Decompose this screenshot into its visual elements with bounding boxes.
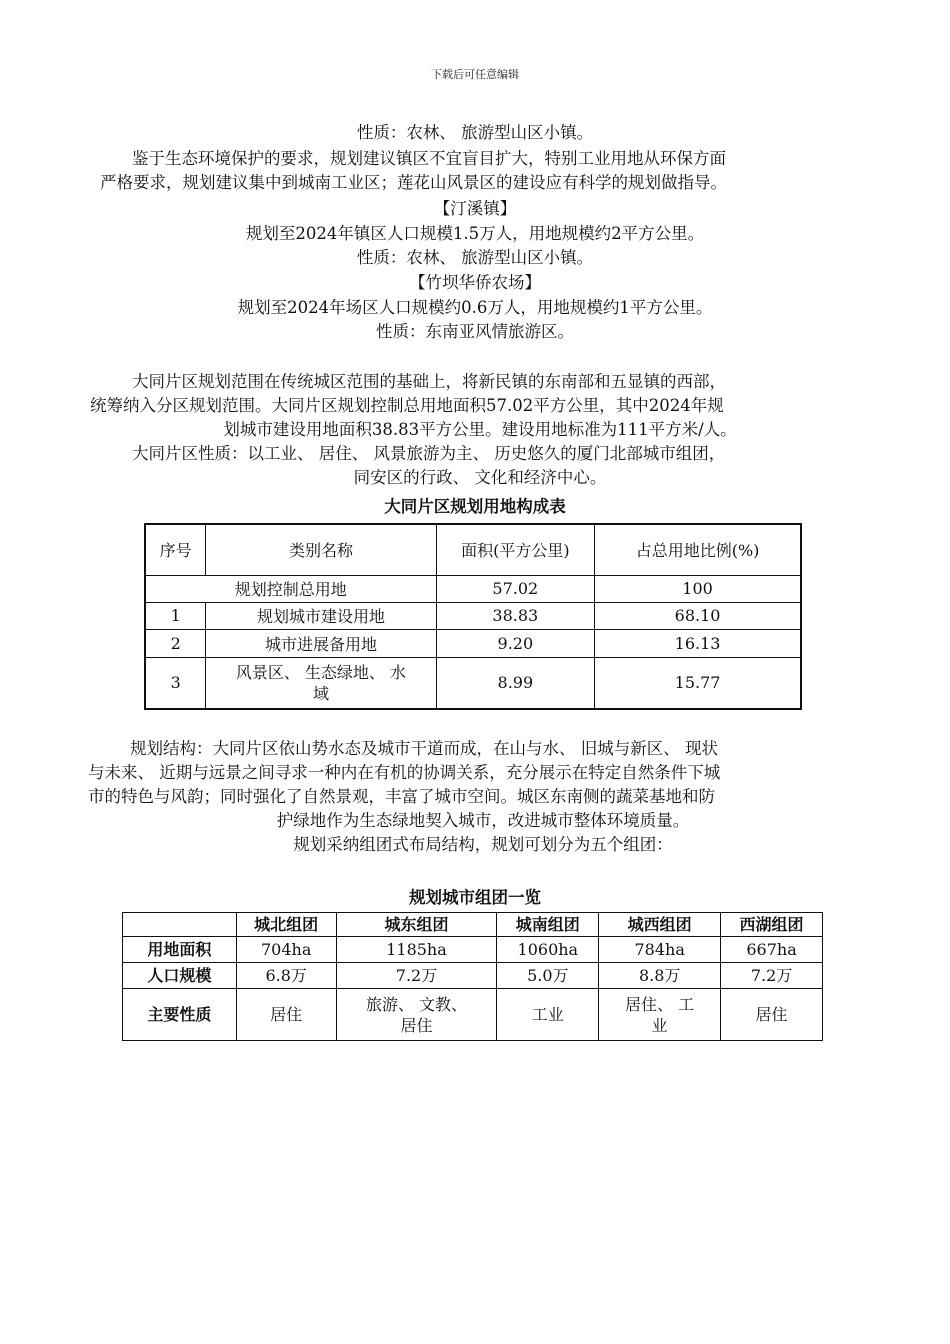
table-cell: 704ha — [236, 937, 336, 963]
row-ratio: 16.13 — [595, 629, 801, 657]
table-row — [145, 602, 801, 629]
row-area: 9.20 — [436, 629, 595, 657]
column-header: 城北组团 — [236, 913, 336, 937]
cluster-table — [122, 912, 823, 1041]
paragraph-lianhua — [100, 147, 860, 195]
column-header: 西湖组团 — [721, 913, 823, 937]
tingxi-scale: 规划至2024年镇区人口规模1.5万人，用地规模约2平方公里。 — [245, 224, 705, 243]
table-cell: 5.0万 — [497, 963, 599, 989]
table-cell: 1060ha — [497, 937, 599, 963]
row-header: 用地面积 — [123, 937, 237, 963]
row-number: 1 — [145, 602, 206, 629]
paragraph-line: 大同片区性质：以工业、 居住、 风景旅游为主、 历史悠久的厦门北部城市组团， — [132, 444, 726, 463]
zhuba-scale: 规划至2024年场区人口规模约0.6万人，用地规模约1平方公里。 — [237, 298, 713, 317]
table-cell: 居住 — [721, 989, 823, 1041]
table1-title: 大同片区规划用地构成表 — [384, 497, 566, 516]
tingxi-nature: 性质：农林、 旅游型山区小镇。 — [356, 248, 594, 267]
table2-title: 规划城市组团一览 — [409, 888, 541, 907]
paragraph-line: 统筹纳入分区规划范围。大同片区规划控制总用地面积57.02平方公里，其中2024年规 — [90, 396, 724, 415]
paragraph-line: 同安区的行政、 文化和经济中心。 — [353, 468, 607, 487]
column-header: 城西组团 — [599, 913, 721, 937]
row-name-line: 风景区、 生态绿地、 水 — [235, 662, 407, 682]
row-header: 主要性质 — [123, 989, 237, 1041]
table-cell: 6.8万 — [236, 963, 336, 989]
table-row-total — [145, 575, 801, 602]
column-header: 占总用地比例(%) — [595, 524, 801, 575]
total-ratio: 100 — [595, 575, 801, 602]
table-cell: 7.2万 — [721, 963, 823, 989]
cell-line: 居住 — [400, 1015, 433, 1035]
table-cell — [336, 989, 497, 1041]
table-row — [145, 657, 801, 709]
corner-cell — [123, 913, 237, 937]
total-label: 规划控制总用地 — [145, 575, 436, 602]
cell-line: 旅游、 文教、 — [365, 994, 468, 1014]
table-cell: 居住 — [236, 989, 336, 1041]
row-name: 规划城市建设用地 — [206, 602, 436, 629]
row-header: 人口规模 — [123, 963, 237, 989]
page-header: 下载后可任意编辑 — [431, 68, 519, 81]
zhuba-nature: 性质：东南亚风情旅游区。 — [376, 322, 574, 341]
paragraph-structure — [88, 737, 878, 857]
column-header: 序号 — [145, 524, 206, 575]
paragraph-line: 规划结构：大同片区依山势水态及城市干道而成，在山与水、 旧城与新区、 现状 — [130, 739, 718, 758]
row-ratio: 68.10 — [595, 602, 801, 629]
paragraph-line: 严格要求，规划建议集中到城南工业区；莲花山风景区的建设应有科学的规划做指导。 — [100, 173, 727, 192]
row-number: 2 — [145, 629, 206, 657]
column-header: 城东组团 — [336, 913, 497, 937]
heading-zhuba: 【竹坝华侨农场】 — [409, 273, 541, 292]
row-area: 38.83 — [436, 602, 595, 629]
table-cell: 1185ha — [336, 937, 497, 963]
table-header-row — [123, 913, 823, 937]
paragraph-line: 护绿地作为生态绿地契入城市，改进城市整体环境质量。 — [276, 811, 690, 830]
table-cell: 8.8万 — [599, 963, 721, 989]
cell-line: 居住、 工 — [625, 994, 695, 1014]
table-row-nature — [123, 989, 823, 1041]
cell-line: 业 — [651, 1015, 668, 1035]
paragraph-line: 划城市建设用地面积38.83平方公里。建设用地标准为111平方米/人。 — [223, 420, 737, 439]
column-header: 城南组团 — [497, 913, 599, 937]
row-area: 8.99 — [436, 657, 595, 709]
paragraph-line: 规划采纳组团式布局结构，规划可划分为五个组团： — [293, 835, 673, 854]
column-header: 面积(平方公里) — [436, 524, 595, 575]
row-number: 3 — [145, 657, 206, 709]
table-cell: 784ha — [599, 937, 721, 963]
paragraph-line: 与未来、 近期与远景之间寻求一种内在有机的协调关系，充分展示在特定自然条件下城 — [88, 763, 721, 782]
heading-tingxi: 【汀溪镇】 — [433, 199, 517, 218]
table-row-area — [123, 937, 823, 963]
table-cell — [599, 989, 721, 1041]
total-area: 57.02 — [436, 575, 595, 602]
table-cell: 667ha — [721, 937, 823, 963]
paragraph-datong — [90, 370, 870, 490]
nature-line: 性质：农林、 旅游型山区小镇。 — [356, 123, 594, 142]
row-ratio: 15.77 — [595, 657, 801, 709]
table-header-row — [145, 524, 801, 575]
paragraph-line: 鉴于生态环境保护的要求，规划建议镇区不宜盲目扩大，特别工业用地从环保方面 — [132, 149, 726, 168]
column-header: 类别名称 — [206, 524, 436, 575]
table-row — [145, 629, 801, 657]
row-name-line: 域 — [312, 683, 329, 703]
table-cell: 7.2万 — [336, 963, 497, 989]
land-use-table — [144, 523, 802, 710]
paragraph-line: 大同片区规划范围在传统城区范围的基础上，将新民镇的东南部和五显镇的西部， — [132, 372, 726, 391]
row-name — [206, 657, 436, 709]
table-cell: 工业 — [497, 989, 599, 1041]
row-name: 城市进展备用地 — [206, 629, 436, 657]
paragraph-line: 市的特色与风韵；同时强化了自然景观，丰富了城市空间。城区东南侧的蔬菜基地和防 — [88, 787, 715, 806]
table-row-population — [123, 963, 823, 989]
